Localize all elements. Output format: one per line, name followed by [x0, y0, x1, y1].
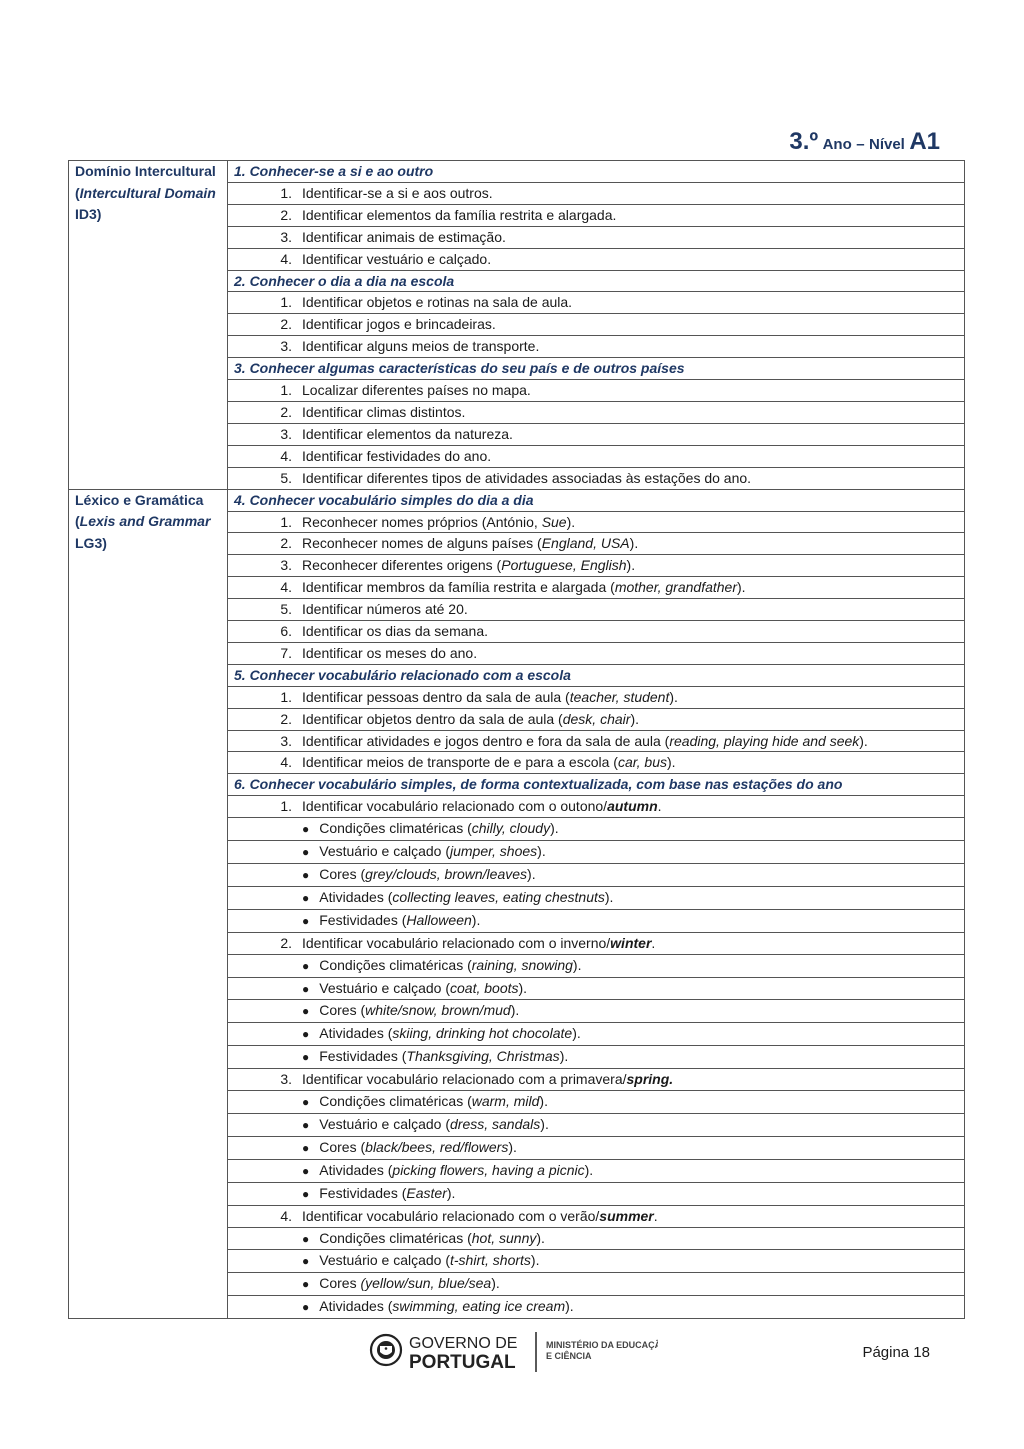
domain-name-en: Intercultural Domain: [79, 184, 216, 201]
item-text: England, USA: [541, 535, 630, 552]
item-number: 4.: [280, 754, 292, 771]
item-number: 1.: [280, 184, 292, 201]
item-text: ).: [527, 866, 536, 882]
item-text: winter: [610, 934, 652, 951]
item-text: ).: [669, 688, 678, 705]
bullet-item: [228, 886, 965, 909]
list-item: [228, 292, 965, 314]
item-text: Identificar vocabulário relacionado com a primavera/: [302, 1071, 627, 1088]
item-number: 3.: [280, 425, 292, 442]
ministry-line2: E CIÊNCIA: [546, 1351, 592, 1361]
list-item: [228, 599, 965, 621]
item-text: reading, playing hide and seek: [669, 732, 860, 749]
bullet-item: [228, 1136, 965, 1159]
item-number: 4.: [280, 250, 292, 267]
item-text: ).: [584, 1161, 594, 1178]
bullet-icon: ●: [302, 1300, 310, 1315]
item-text: Cores (: [319, 1002, 366, 1019]
item-text: .: [651, 934, 656, 951]
item-text: ).: [536, 1229, 545, 1246]
item-text: Identificar objetos dentro da sala de aula (: [302, 710, 563, 727]
list-item: [228, 401, 965, 423]
item-text: Identificar jogos e brincadeiras.: [302, 316, 496, 333]
item-number: 5.: [280, 601, 292, 618]
item-text: ).: [446, 1184, 456, 1201]
item-text: grey/clouds, brown/leaves: [365, 866, 528, 882]
item-number: 7.: [280, 644, 292, 661]
item-text: Condições climatéricas (: [319, 1229, 472, 1246]
item-text: skiing, drinking hot chocolate: [392, 1025, 573, 1042]
item-text: Vestuário e calçado (: [319, 1252, 450, 1269]
domain-code: LG3): [75, 534, 107, 551]
bullet-item: [228, 1159, 965, 1182]
page-header: [789, 128, 940, 156]
bullet-item: [228, 1091, 965, 1114]
item-text: Identificar animais de estimação.: [302, 228, 506, 245]
item-text: Vestuário e calçado (: [319, 843, 450, 860]
item-text: ).: [565, 1298, 574, 1315]
item-text: Festividades (: [319, 1048, 407, 1065]
logo-line2: PORTUGAL: [409, 1352, 516, 1373]
list-item: [228, 932, 965, 954]
item-text: ).: [666, 754, 676, 771]
item-text: Identificar vocabulário relacionado com o verão/: [302, 1207, 600, 1224]
logo-line1: GOVERNO DE: [409, 1335, 518, 1352]
bullet-item: [228, 1273, 965, 1296]
item-text: t-shirt, shorts: [450, 1252, 531, 1269]
list-item: [228, 642, 965, 664]
item-text: Identificar objetos e rotinas na sala de aula.: [302, 294, 573, 311]
item-text: ).: [737, 579, 746, 596]
item-text: desk, chair: [562, 710, 631, 727]
grade-label: 3.º: [789, 128, 819, 155]
domain-cell: [69, 161, 228, 490]
bullet-icon: ●: [302, 1186, 310, 1201]
item-number: 2.: [280, 206, 292, 223]
item-text: jumper, shoes: [450, 843, 538, 860]
item-text: Vestuário e calçado (: [319, 1115, 450, 1132]
item-text: mother, grandfather: [614, 579, 737, 596]
item-text: ).: [471, 911, 481, 928]
item-text: Condições climatéricas (: [319, 1093, 472, 1110]
bullet-item: [228, 977, 965, 1000]
objective-heading: 1. Conhecer-se a si e ao outro: [228, 161, 965, 183]
item-number: 2.: [280, 316, 292, 333]
list-item: [228, 182, 965, 204]
item-text: ).: [572, 956, 582, 973]
item-text: car, bus: [617, 754, 667, 771]
item-text: (yellow/sun, blue/sea: [360, 1275, 492, 1292]
objective-heading: 6. Conhecer vocabulário simples, de forma contextualizada, com base nas estações do ano: [228, 774, 965, 796]
item-text: Reconhecer nomes de alguns países (: [302, 535, 542, 552]
dash: –: [856, 136, 865, 153]
item-text: Cores (: [319, 866, 366, 882]
item-text: ).: [572, 1025, 581, 1042]
bullet-icon: ●: [302, 1050, 310, 1065]
item-text: warm, mild: [471, 1093, 540, 1110]
bullet-item: [228, 841, 965, 864]
item-text: Reconhecer diferentes origens (: [302, 557, 502, 574]
bullet-item: [228, 1113, 965, 1136]
list-item: [228, 1205, 965, 1227]
item-text: Identificar festividades do ano.: [302, 447, 492, 464]
item-number: 4.: [280, 579, 292, 596]
item-number: 2.: [280, 403, 292, 420]
item-text: Condições climatéricas (: [319, 956, 472, 973]
government-logo: [368, 1326, 658, 1374]
bullet-icon: ●: [302, 958, 310, 973]
list-item: [228, 533, 965, 555]
item-text: Sue: [541, 513, 567, 530]
item-number: 1.: [280, 294, 292, 311]
item-text: Identificar climas distintos.: [302, 403, 466, 420]
item-text: Thanksgiving, Christmas: [406, 1048, 560, 1065]
item-text: ).: [491, 1275, 500, 1292]
bullet-icon: ●: [302, 1140, 310, 1155]
item-text: ).: [539, 1093, 548, 1110]
item-text: white/snow, brown/mud: [365, 1002, 511, 1019]
item-text: Identificar pessoas dentro da sala de aula (: [302, 688, 570, 705]
bullet-icon: ●: [302, 1254, 310, 1269]
domain-name-pt: Domínio Intercultural: [75, 163, 216, 179]
item-text: Festividades (: [319, 1184, 407, 1201]
list-item: [228, 204, 965, 226]
coat-of-arms-icon: [371, 1335, 401, 1365]
item-number: 2.: [280, 710, 292, 727]
item-text: Identificar elementos da família restrita e alargada.: [302, 206, 617, 223]
list-item: [228, 621, 965, 643]
level-label: A1: [909, 128, 940, 155]
bullet-icon: ●: [302, 1027, 310, 1042]
bullet-icon: ●: [302, 1117, 310, 1132]
item-text: coat, boots: [450, 979, 519, 996]
item-number: 6.: [280, 623, 292, 640]
bullet-item: [228, 1296, 965, 1319]
domain-paren: (: [75, 513, 80, 530]
bullet-icon: ●: [302, 845, 310, 860]
bullet-item: [228, 864, 965, 887]
item-text: ).: [518, 979, 528, 996]
bullet-icon: ●: [302, 822, 310, 837]
item-text: Identificar alguns meios de transporte.: [302, 338, 540, 355]
item-text: ).: [550, 820, 559, 837]
item-number: 2.: [280, 535, 292, 552]
objective-heading: 4. Conhecer vocabulário simples do dia a dia: [228, 489, 965, 511]
list-item: [228, 708, 965, 730]
item-text: ).: [508, 1138, 517, 1155]
domain-name-en: Lexis and Grammar: [79, 513, 211, 530]
item-text: Atividades (: [319, 888, 393, 905]
bullet-item: [228, 1000, 965, 1023]
item-text: ).: [510, 1002, 520, 1019]
bullet-icon: ●: [302, 1004, 310, 1019]
list-item: [228, 686, 965, 708]
list-item: [228, 752, 965, 774]
table-row: [69, 161, 965, 183]
item-text: Condições climatéricas (: [319, 820, 472, 837]
bullet-item: [228, 818, 965, 841]
item-number: 1.: [280, 382, 292, 399]
item-text: ).: [530, 1252, 540, 1269]
item-text: Identificar meios de transporte de e para a escola (: [302, 754, 618, 771]
item-text: ).: [604, 888, 614, 905]
list-item: [228, 423, 965, 445]
item-text: Atividades (: [319, 1298, 393, 1315]
item-text: Identificar-se a si e aos outros.: [302, 184, 493, 201]
item-text: Identificar atividades e jogos dentro e fora da sala de aula (: [302, 732, 670, 749]
item-text: swimming, eating ice cream: [392, 1298, 566, 1315]
item-text: raining, snowing: [471, 956, 573, 973]
item-text: ).: [626, 557, 636, 574]
item-text: Localizar diferentes países no mapa.: [302, 382, 531, 399]
curriculum-table: [68, 160, 965, 1319]
item-number: 4.: [280, 1207, 292, 1224]
list-item: [228, 730, 965, 752]
item-text: Atividades (: [319, 1025, 393, 1042]
item-text: ).: [630, 710, 639, 727]
item-number: 3.: [280, 732, 292, 749]
domain-cell: [69, 489, 228, 1319]
item-text: ).: [540, 1115, 549, 1132]
item-text: Vestuário e calçado (: [319, 979, 450, 996]
bullet-icon: ●: [302, 1163, 310, 1178]
ano-label: Ano: [822, 136, 852, 153]
item-text: Portuguese, English: [501, 557, 627, 574]
objective-heading: 2. Conhecer o dia a dia na escola: [228, 270, 965, 292]
item-text: Identificar vocabulário relacionado com o inverno/: [302, 934, 611, 951]
list-item: [228, 577, 965, 599]
item-text: black/bees, red/flowers: [365, 1138, 509, 1155]
list-item: [228, 248, 965, 270]
item-text: Identificar elementos da natureza.: [302, 425, 513, 442]
item-text: Festividades (: [319, 911, 407, 928]
item-text: Atividades (: [319, 1161, 393, 1178]
item-text: Easter: [406, 1184, 447, 1201]
item-text: hot, sunny: [471, 1229, 537, 1246]
list-item: [228, 314, 965, 336]
item-text: collecting leaves, eating chestnuts: [392, 888, 605, 905]
list-item: [228, 226, 965, 248]
list-item: [228, 796, 965, 818]
bullet-icon: ●: [302, 868, 310, 882]
item-number: 1.: [280, 798, 292, 815]
item-text: picking flowers, having a picnic: [392, 1161, 585, 1178]
item-text: dress, sandals: [450, 1115, 541, 1132]
item-number: 2.: [280, 934, 292, 951]
list-item: [228, 380, 965, 402]
page-number: Página 18: [862, 1344, 930, 1361]
nivel-label: Nível: [869, 136, 905, 153]
item-text: ).: [537, 843, 546, 860]
bullet-item: [228, 954, 965, 977]
item-text: Halloween: [406, 911, 472, 928]
list-item: [228, 467, 965, 489]
item-text: ).: [566, 513, 576, 530]
item-number: 4.: [280, 447, 292, 464]
item-text: ).: [629, 535, 639, 552]
item-number: 3.: [280, 228, 292, 245]
item-number: 1.: [280, 513, 292, 530]
bullet-icon: ●: [302, 981, 310, 996]
list-item: [228, 1069, 965, 1091]
bullet-icon: ●: [302, 913, 310, 928]
item-number: 1.: [280, 688, 292, 705]
table-row: [69, 489, 965, 511]
item-text: .: [657, 798, 662, 815]
item-text: Identificar os meses do ano.: [302, 644, 478, 661]
domain-code: ID3): [75, 206, 102, 222]
list-item: [228, 555, 965, 577]
item-text: ).: [859, 732, 868, 749]
bullet-icon: ●: [302, 1095, 310, 1110]
bullet-item: [228, 1023, 965, 1046]
item-number: 3.: [280, 557, 292, 574]
bullet-icon: ●: [302, 1231, 310, 1246]
item-text: .: [653, 1207, 658, 1224]
bullet-icon: ●: [302, 890, 310, 905]
item-text: spring.: [626, 1071, 674, 1088]
item-text: ).: [559, 1048, 569, 1065]
item-number: 3.: [280, 338, 292, 355]
item-number: 5.: [280, 469, 292, 486]
list-item: [228, 336, 965, 358]
item-text: Reconhecer nomes próprios (António,: [302, 513, 542, 530]
bullet-item: [228, 1227, 965, 1250]
item-text: Identificar membros da família restrita e alargada (: [302, 579, 615, 596]
list-item: [228, 445, 965, 467]
bullet-item: [228, 1046, 965, 1069]
domain-paren: (: [75, 184, 80, 201]
item-number: 3.: [280, 1071, 292, 1088]
objective-heading: 5. Conhecer vocabulário relacionado com a escola: [228, 664, 965, 686]
item-text: Identificar vocabulário relacionado com o outono/: [302, 798, 608, 815]
item-text: Cores: [319, 1275, 361, 1292]
item-text: chilly, cloudy: [471, 820, 551, 837]
bullet-item: [228, 1250, 965, 1273]
list-item: [228, 511, 965, 533]
item-text: Identificar diferentes tipos de atividades associadas às estações do ano.: [302, 469, 752, 486]
bullet-item: [228, 909, 965, 932]
bullet-icon: ●: [302, 1277, 310, 1292]
item-text: teacher, student: [569, 688, 670, 705]
item-text: Identificar vestuário e calçado.: [302, 250, 492, 267]
item-text: Identificar números até 20.: [302, 601, 468, 618]
item-text: Cores (: [319, 1138, 366, 1155]
domain-name-pt: Léxico e Gramática: [75, 491, 204, 508]
ministry-line1: MINISTÉRIO DA EDUCAÇÃO: [546, 1340, 658, 1350]
objective-heading: 3. Conhecer algumas características do seu país e de outros países: [228, 358, 965, 380]
item-text: autumn: [607, 798, 658, 815]
item-text: summer: [599, 1207, 654, 1224]
bullet-item: [228, 1182, 965, 1205]
item-text: Identificar os dias da semana.: [302, 623, 488, 640]
